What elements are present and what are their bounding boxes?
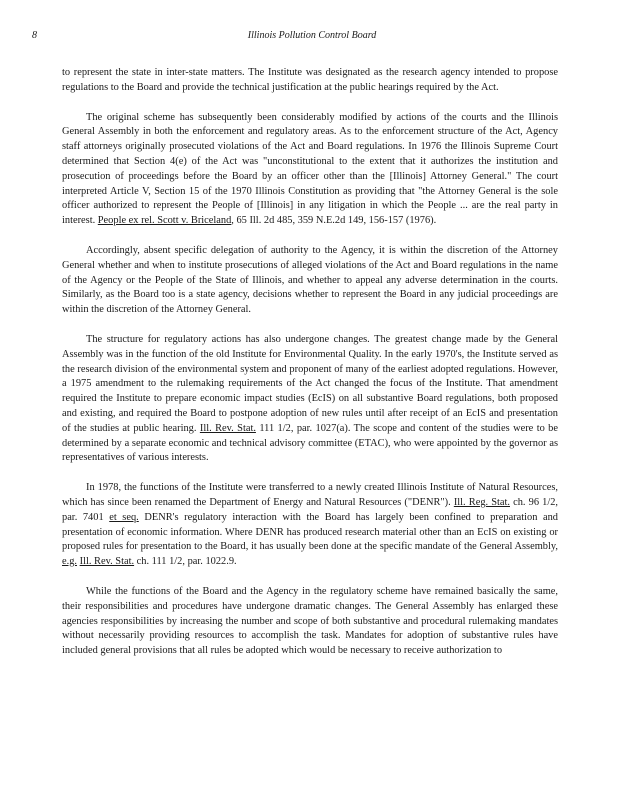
paragraph-text: DENR's regulatory interaction with the Board has largely been confined to preparation and presentation of economic information. Where DENR has produced research material other than an EcIS on existing or proposed rules for presentation to the Board, it has usually been done at the specific mandate of the General Assembly, bbox=[62, 511, 558, 553]
paragraph-text: 111 1/2, par. 1027(a). The scope and content of the studies were to be determined by a separate economic and technical advisory committee (ETAC), who were appointed by the governor as representatives of various interests. bbox=[62, 422, 558, 464]
running-title: Illinois Pollution Control Board bbox=[247, 30, 377, 41]
page-number: 8 bbox=[32, 30, 37, 41]
paragraph-attorney-general-discretion bbox=[62, 244, 558, 318]
paragraph-text: While the functions of the Board and the Agency in the regulatory scheme have remained basically the same, their responsibilities and procedures have undergone dramatic changes. The General Assembly has enlarged these agencies responsibilities by increasing the number and scope of both substantive and procedural rulemaking mandates without necessarily providing resources to accomplish the task. Mandates for adoption of substantive rules have included general provisions that all rules be adopted which would be necessary to receive authorization to bbox=[62, 585, 558, 657]
paragraph-text: ch. 111 1/2, par. 1022.9. bbox=[134, 556, 237, 568]
paragraph-text: , 65 Ill. 2d 485, 359 N.E.2d 149, 156-157 (1976). bbox=[231, 215, 437, 227]
paragraph-denr-transfer bbox=[62, 481, 558, 570]
paragraph-text: In 1978, the functions of the Institute were transferred to a newly created Illinois Institute of Natural Resources, which has since been renamed the Department of Energy and Natural Resources ("DENR"). bbox=[62, 482, 558, 508]
body-text bbox=[62, 66, 558, 659]
paragraph-continuation bbox=[62, 66, 558, 96]
citation-text: People ex rel. Scott v. Briceland bbox=[97, 215, 232, 227]
paragraph-text: ch. 96 1/2, par. 7401 bbox=[62, 496, 559, 523]
page-header bbox=[32, 30, 592, 44]
paragraph-enforcement-structure bbox=[62, 111, 558, 229]
citation-text: et seq. bbox=[109, 511, 139, 523]
paragraph-regulatory-changes bbox=[62, 333, 558, 466]
citation-text: Ill. Rev. Stat. bbox=[199, 422, 256, 434]
paragraph-text: The original scheme has subsequently been considerably modified by actions of the courts and the Illinois General Assembly in both the enforcement and regulatory areas. As to the enforcement structure of the Act, Agency staff attorneys originally prosecuted violations of the Act and Board regulations. In 1976 the Illinois Supreme Court determined that Section 4(e) of the Act was "unconstitutional to the extent that it authorizes the institution and prosecution of proceedings before the Board by an officer other than the [Illinois] Attorney General." The court interpreted Article V, Section 15 of the 1970 Illinois Constitution as providing that "the Attorney General is the sole officer authorized to represent the People of [Illinois] in any litigation in which the People ... are the real party in interest. bbox=[62, 111, 558, 227]
citation-text: Ill. Rev. Stat. bbox=[79, 556, 135, 568]
paragraph-text: to represent the state in inter-state matters. The Institute was designated as the research agency intended to propose regulations to the Board and provide the technical justification at the public hearings required by the Act. bbox=[62, 67, 558, 93]
paragraph-board-agency-functions bbox=[62, 585, 558, 659]
paragraph-text: The structure for regulatory actions has also undergone changes. The greatest change made by the General Assembly was in the function of the old Institute for Environmental Quality. In the early 1970's, the Institute served as the research division of the environmental system and proponent of many of the earliest adopted regulations. However, a 1975 amendment to the rulemaking requirements of the Act changed the focus of the Institute. That amendment required the Institute to prepare economic impact studies (EcIS) on all substantive Board regulations, both proposed and existing, and required the Board to postpone adoption of new rules until after receipt of an EcIS and presentation of the studies at public hearing. bbox=[62, 333, 558, 434]
citation-text: Ill. Reg. Stat. bbox=[453, 496, 510, 508]
citation-text: e.g. bbox=[62, 556, 78, 568]
paragraph-text: Accordingly, absent specific delegation of authority to the Agency, it is within the discretion of the Attorney General whether and when to institute prosecutions of alleged violations of the Act and Board regulations in the name of the Agency or the People of the State of Illinois, and whether to appeal any adverse determination in the courts. Similarly, as the Board too is a state agency, decisions whether to represent the Board in any judicial proceedings are within the discretion of the Attorney General. bbox=[62, 244, 558, 316]
